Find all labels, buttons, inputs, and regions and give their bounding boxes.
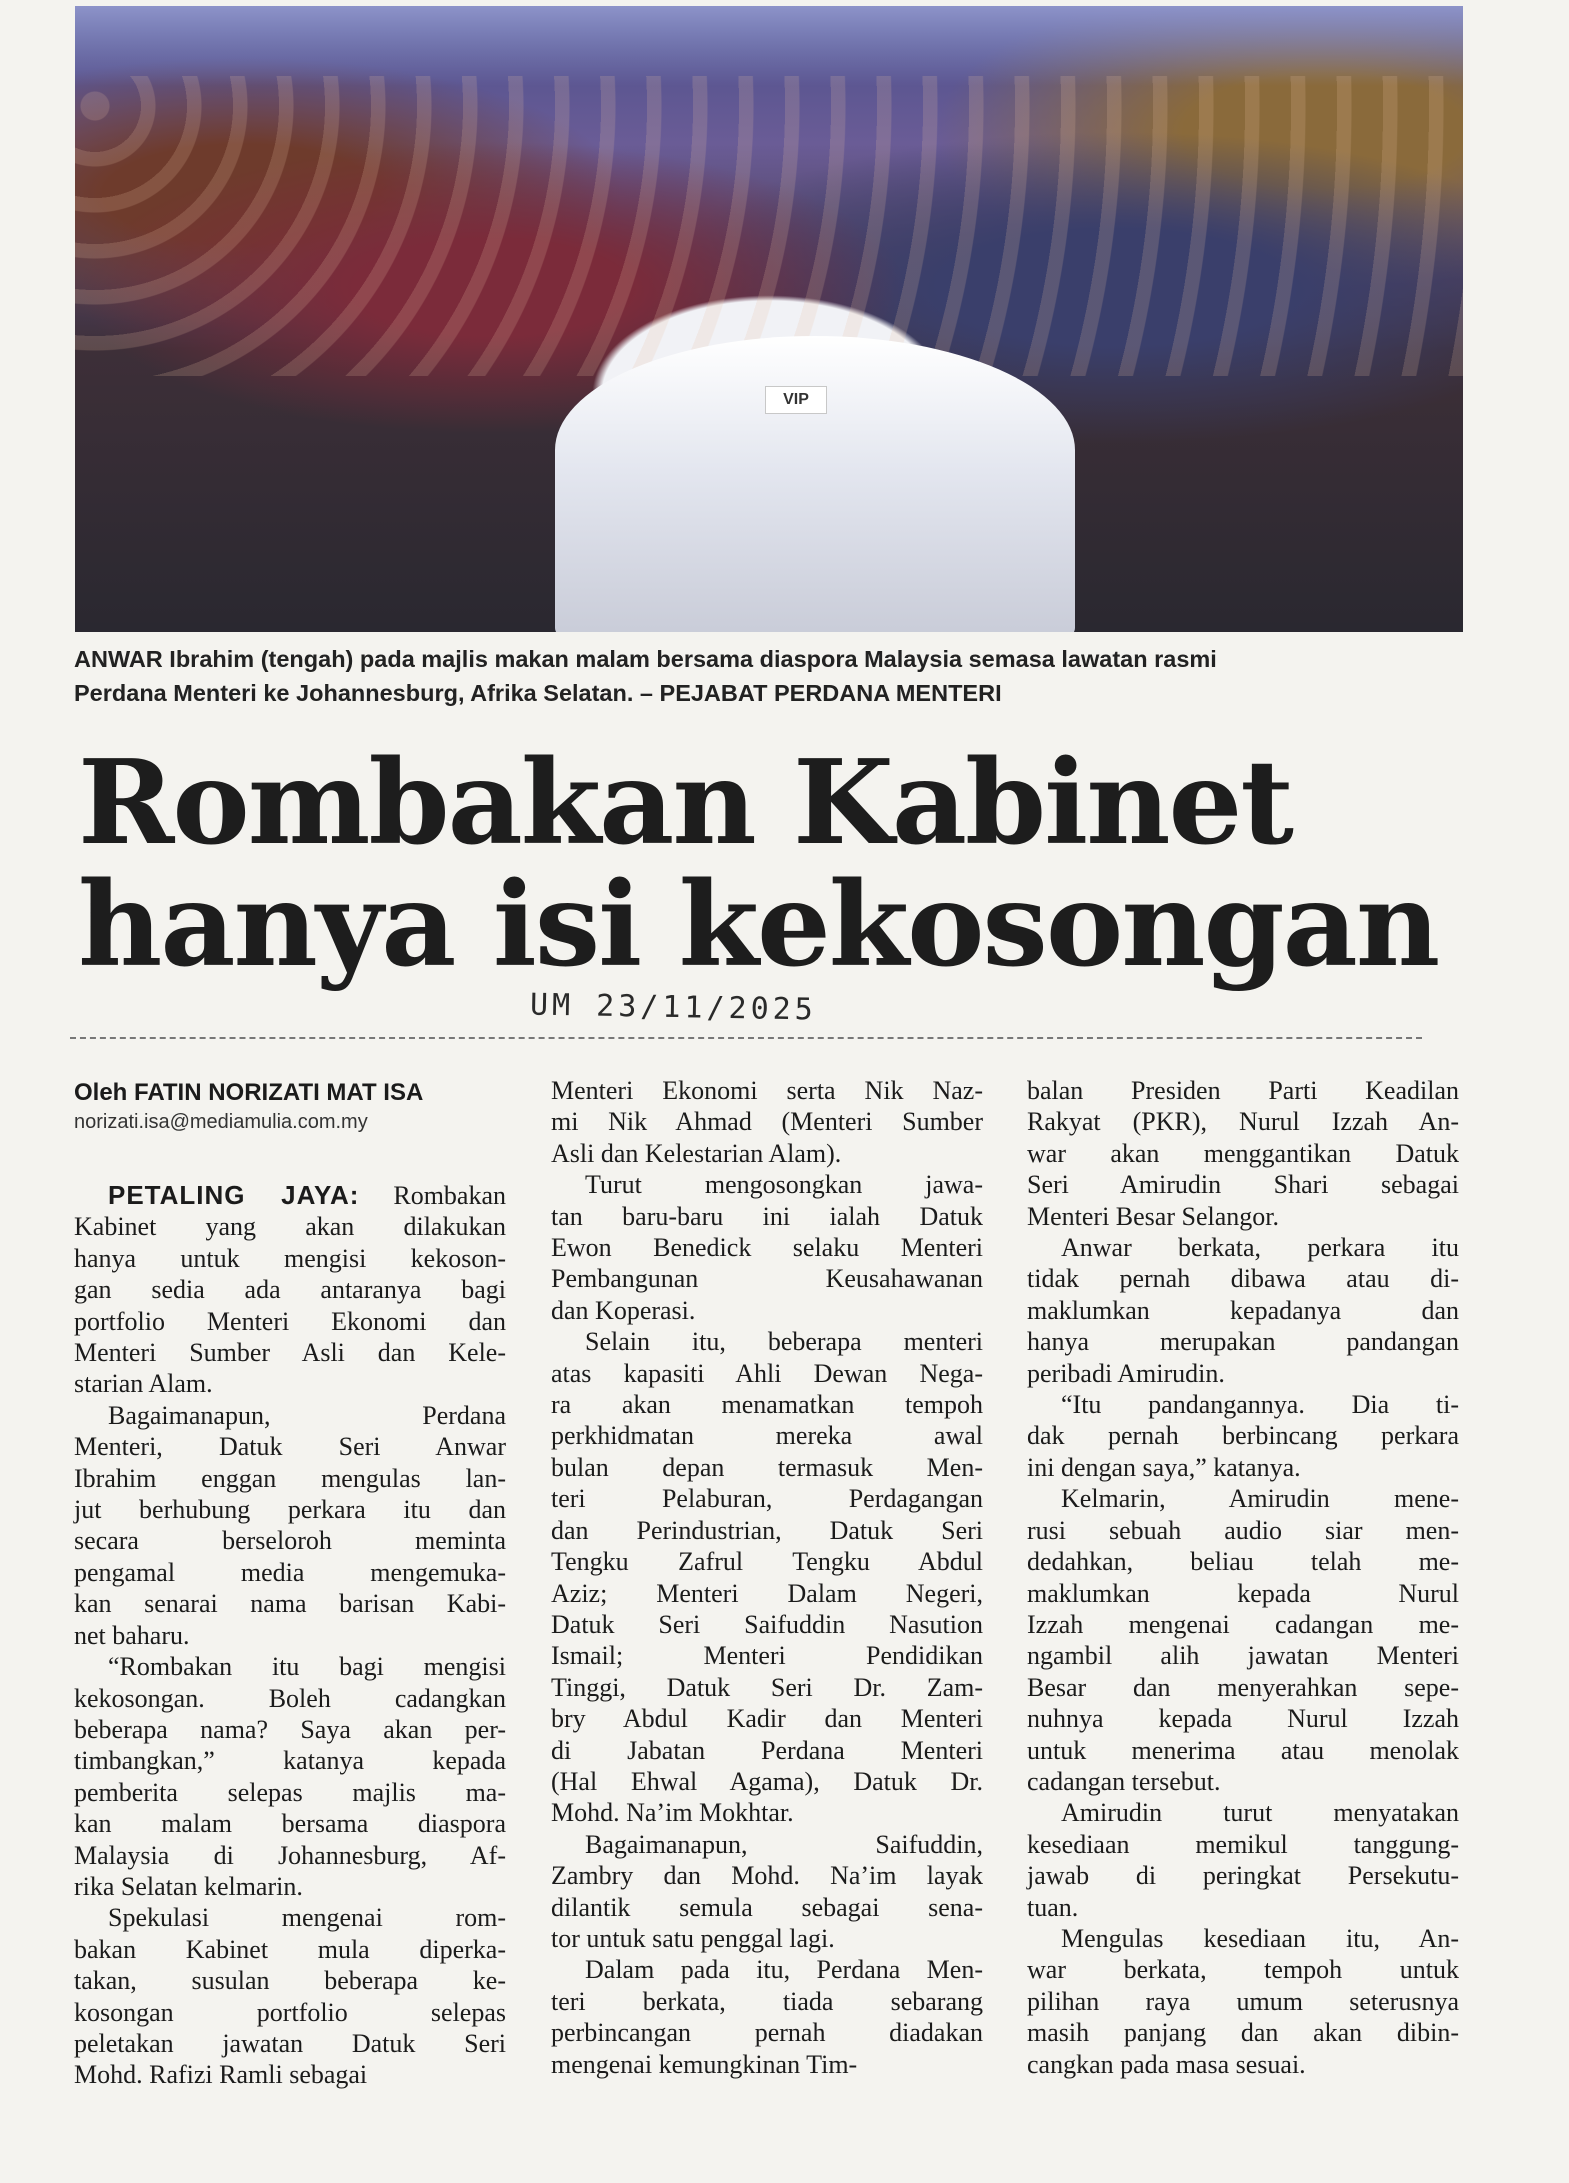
article-line: dedahkan, beliau telah me-: [1027, 1547, 1459, 1577]
caption-line-2: Perdana Menteri ke Johannesburg, Afrika Selatan. – PEJABAT PERDANA MENTERI: [74, 680, 1002, 706]
crowd: [75, 76, 1463, 376]
article-line: jut berhubung perkara itu dan: [74, 1495, 506, 1525]
article-line: hanya untuk mengisi kekoson-: [74, 1243, 506, 1273]
article-line: portfolio Menteri Ekonomi dan: [74, 1306, 506, 1336]
article-line: Menteri Besar Selangor.: [1027, 1201, 1279, 1231]
dateline: PETALING JAYA:: [108, 1180, 360, 1210]
article-line: Turut mengosongkan jawa-: [585, 1170, 983, 1200]
article-line: teri Pelaburan, Perdagangan: [551, 1484, 983, 1514]
article-line: atas kapasiti Ahli Dewan Nega-: [551, 1358, 983, 1388]
author-name: Oleh FATIN NORIZATI MAT ISA: [74, 1079, 424, 1106]
article-line: tidak pernah dibawa atau di-: [1027, 1264, 1459, 1294]
article-line: bulan depan termasuk Men-: [551, 1452, 983, 1482]
caption-line-1: ANWAR Ibrahim (tengah) pada majlis makan malam bersama diaspora Malaysia semasa lawatan rasmi: [74, 646, 1217, 672]
article-line: takan, susulan beberapa ke-: [74, 1966, 506, 1996]
article-line: Tinggi, Datuk Seri Dr. Zam-: [551, 1672, 983, 1702]
headline-line-2: hanya isi kekosongan: [78, 857, 1439, 993]
article-line: ra akan menamatkan tempoh: [551, 1390, 983, 1420]
article-line: Menteri Ekonomi serta Nik Naz-: [551, 1076, 983, 1105]
article-line: ngambil alih jawatan Menteri: [1027, 1641, 1459, 1671]
article-line: (Hal Ehwal Agama), Datuk Dr.: [551, 1766, 983, 1796]
article-line: pemberita selepas majlis ma-: [74, 1777, 506, 1807]
article-line: pilihan raya umum seterusnya: [1027, 1986, 1459, 2016]
article-line: Datuk Seri Saifuddin Nasution: [551, 1609, 983, 1639]
article-line: peribadi Amirudin.: [1027, 1358, 1225, 1388]
article-line: perbincangan pernah diadakan: [551, 2018, 983, 2048]
article-line: tan baru-baru ini ialah Datuk: [551, 1201, 983, 1231]
ceiling-lights: [75, 6, 1463, 86]
article-line: dak pernah berbincang perkara: [1027, 1421, 1459, 1451]
article-line: mengenai kemungkinan Tim-: [551, 2049, 858, 2079]
article-line: Bagaimanapun, Perdana: [108, 1400, 506, 1430]
article-line: Anwar berkata, perkara itu: [1061, 1233, 1459, 1263]
article-line: Ibrahim enggan mengulas lan-: [74, 1463, 506, 1493]
headline: [78, 735, 1518, 993]
article-line: Malaysia di Johannesburg, Af-: [74, 1840, 506, 1870]
article-column-2: [551, 1075, 983, 2080]
article-line: tuan.: [1027, 1892, 1079, 1922]
article-line: pengamal media mengemuka-: [74, 1557, 506, 1587]
article-line: Bagaimanapun, Saifuddin,: [585, 1829, 983, 1859]
headline-line-1: Rombakan Kabinet: [78, 735, 1292, 871]
article-line: gan sedia ada antaranya bagi: [74, 1275, 506, 1305]
article-line: rika Selatan kelmarin.: [74, 1871, 303, 1901]
article-line: Pembangunan Keusahawanan: [551, 1264, 983, 1294]
article-line: Asli dan Kelestarian Alam).: [551, 1138, 842, 1168]
divider-rule: [70, 1037, 1422, 1039]
article-line: net baharu.: [74, 1620, 190, 1650]
article-line: masih panjang dan akan dibin-: [1027, 2018, 1459, 2048]
article-line: Izzah mengenai cadangan me-: [1027, 1609, 1459, 1639]
article-line: balan Presiden Parti Keadilan: [1027, 1076, 1459, 1105]
article-line: Tengku Zafrul Tengku Abdul: [551, 1547, 983, 1577]
article-line: war berkata, tempoh untuk: [1027, 1955, 1459, 1985]
dinner-table: [555, 336, 1075, 632]
article-line: Zambry dan Mohd. Na’im layak: [551, 1861, 983, 1891]
article-line: perkhidmatan mereka awal: [551, 1421, 983, 1451]
article-line: Rakyat (PKR), Nurul Izzah An-: [1027, 1107, 1459, 1137]
vip-sign: VIP: [765, 386, 827, 414]
article-line: Mohd. Rafizi Ramli sebagai: [74, 2060, 368, 2090]
article-line: untuk menerima atau menolak: [1027, 1735, 1459, 1765]
article-line: PETALING JAYA: Rombakan: [108, 1180, 506, 1210]
byline: [74, 1077, 504, 1135]
news-photo: [75, 6, 1463, 632]
article-line: Amirudin turut menyatakan: [1061, 1798, 1459, 1828]
article-line: Menteri Sumber Asli dan Kele-: [74, 1338, 506, 1368]
article-line: mi Nik Ahmad (Menteri Sumber: [551, 1107, 983, 1137]
article-line: dan Perindustrian, Datuk Seri: [551, 1515, 983, 1545]
article-line: jawab di peringkat Persekutu-: [1027, 1861, 1459, 1891]
article-line: war akan menggantikan Datuk: [1027, 1138, 1459, 1168]
article-line: rusi sebuah audio siar men-: [1027, 1515, 1459, 1545]
article-line: dan Koperasi.: [551, 1295, 696, 1325]
article-line: dilantik semula sebagai sena-: [551, 1892, 983, 1922]
article-line: maklumkan kepadanya dan: [1027, 1295, 1459, 1325]
article-line: Ewon Benedick selaku Menteri: [551, 1233, 983, 1263]
article-line: timbangkan,” katanya kepada: [74, 1746, 506, 1776]
article-line: “Rombakan itu bagi mengisi: [108, 1652, 506, 1682]
article-line: Besar dan menyerahkan sepe-: [1027, 1672, 1459, 1702]
article-column-1: [74, 1180, 506, 2091]
article-line: Kabinet yang akan dilakukan: [74, 1212, 506, 1242]
article-line: Menteri, Datuk Seri Anwar: [74, 1432, 506, 1462]
article-line: Mengulas kesediaan itu, An-: [1061, 1923, 1459, 1953]
article-line: kan malam bersama diaspora: [74, 1809, 506, 1839]
article-line: peletakan jawatan Datuk Seri: [74, 2028, 506, 2058]
article-line: secara berseloroh meminta: [74, 1526, 506, 1556]
article-line: Spekulasi mengenai rom-: [108, 1903, 506, 1933]
article-line: nuhnya kepada Nurul Izzah: [1027, 1704, 1459, 1734]
photo-caption: [74, 642, 1474, 710]
article-line: ini dengan saya,” katanya.: [1027, 1452, 1301, 1482]
article-line: bakan Kabinet mula diperka-: [74, 1934, 506, 1964]
article-line: kekosongan. Boleh cadangkan: [74, 1683, 506, 1713]
article-line: bry Abdul Kadir dan Menteri: [551, 1704, 983, 1734]
article-line: beberapa nama? Saya akan per-: [74, 1714, 506, 1744]
article-line: hanya merupakan pandangan: [1027, 1327, 1459, 1357]
article-line: Aziz; Menteri Dalam Negeri,: [551, 1578, 983, 1608]
article-line: tor untuk satu penggal lagi.: [551, 1923, 835, 1953]
article-line: maklumkan kepada Nurul: [1027, 1578, 1459, 1608]
article-line: cadangan tersebut.: [1027, 1766, 1221, 1796]
article-line: Seri Amirudin Shari sebagai: [1027, 1170, 1459, 1200]
author-email: norizati.isa@mediamulia.com.my: [74, 1111, 368, 1133]
handwritten-date-note: UM 23/11/2025: [529, 987, 818, 1028]
article-column-3: [1027, 1075, 1459, 2080]
article-line: Selain itu, beberapa menteri: [585, 1327, 983, 1357]
article-line: di Jabatan Perdana Menteri: [551, 1735, 983, 1765]
article-line: kan senarai nama barisan Kabi-: [74, 1589, 506, 1619]
article-line: Dalam pada itu, Perdana Men-: [585, 1955, 983, 1985]
article-line: kosongan portfolio selepas: [74, 1997, 506, 2027]
article-line: “Itu pandangannya. Dia ti-: [1061, 1390, 1459, 1420]
article-line: starian Alam.: [74, 1369, 213, 1399]
article-line: Ismail; Menteri Pendidikan: [551, 1641, 983, 1671]
article-line: cangkan pada masa sesuai.: [1027, 2049, 1306, 2079]
article-line: kesediaan memikul tanggung-: [1027, 1829, 1459, 1859]
article-line: teri berkata, tiada sebarang: [551, 1986, 983, 2016]
article-line: Kelmarin, Amirudin mene-: [1061, 1484, 1459, 1514]
article-line: Mohd. Na’im Mokhtar.: [551, 1798, 794, 1828]
